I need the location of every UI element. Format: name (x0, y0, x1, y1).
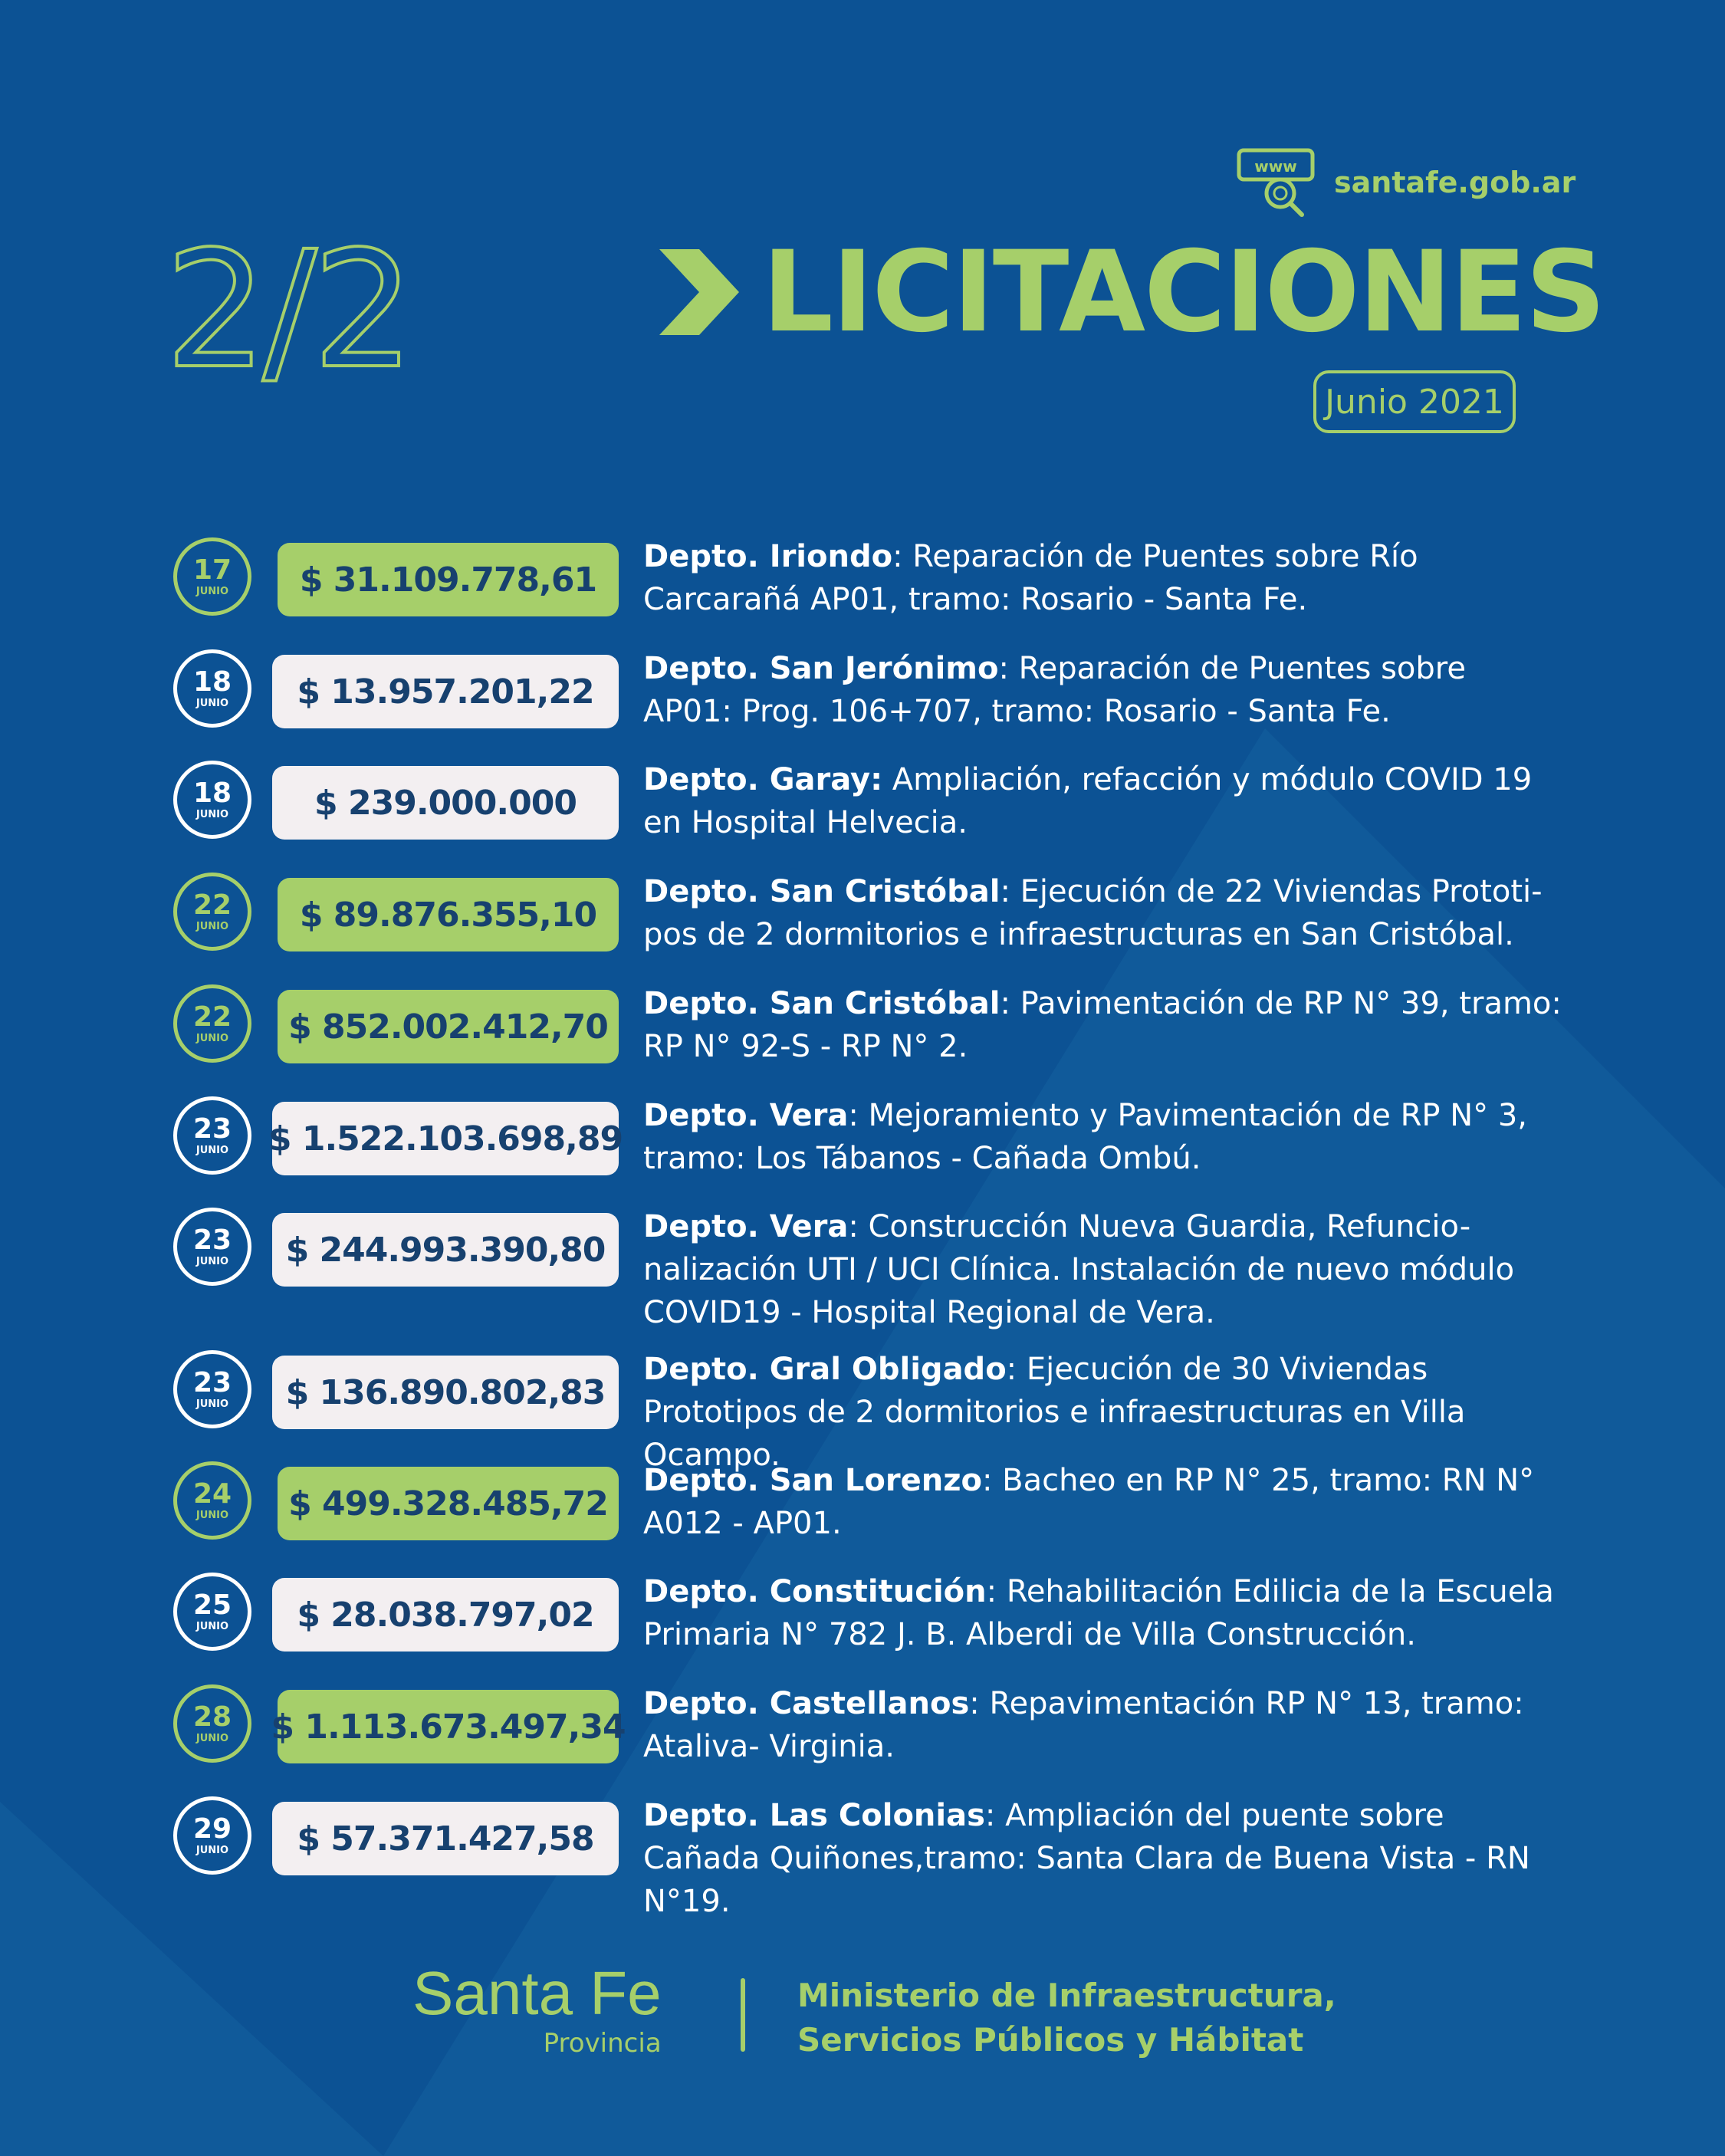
amount-box: $ 57.371.427,58 (272, 1802, 619, 1875)
title-block (659, 227, 1605, 357)
tender-row (0, 532, 1725, 624)
amount-box: $ 31.109.778,61 (278, 543, 619, 616)
department-name: Depto. Castellanos (643, 1686, 970, 1721)
web-search-icon (1236, 147, 1316, 218)
date-day: 28 (192, 1701, 232, 1733)
department-name: Depto. Las Colonias (643, 1798, 985, 1833)
page-title: LICITACIONES (762, 227, 1605, 357)
tender-description (643, 1094, 1563, 1180)
date-day: 29 (192, 1813, 232, 1845)
tender-description (643, 982, 1563, 1068)
amount-box: $ 28.038.797,02 (272, 1578, 619, 1652)
amount-box: $ 136.890.802,83 (272, 1356, 619, 1429)
date-month: JUNIO (196, 921, 229, 932)
amount-box: $ 852.002.412,70 (278, 990, 619, 1063)
description-text: : Reparación de Puentes sobre AP01: Prog. 106+707, tramo: Rosario - Santa Fe. (643, 651, 1466, 729)
department-name: Depto. Gral Obligado (643, 1352, 1007, 1387)
date-day: 23 (192, 1113, 232, 1145)
tender-row (0, 1202, 1725, 1330)
department-name: Depto. Garay: (643, 762, 883, 797)
page-counter: 2/2 (165, 216, 410, 404)
ministry-line-2: Servicios Públicos y Hábitat (797, 2021, 1304, 2059)
date-badge (173, 1350, 251, 1428)
amount-box: $ 239.000.000 (272, 766, 619, 840)
date-day: 24 (192, 1478, 232, 1510)
brand-logo (412, 1959, 662, 2059)
tender-row (0, 1345, 1725, 1473)
site-link[interactable] (1236, 147, 1576, 218)
date-month: JUNIO (196, 1733, 229, 1744)
tender-row (0, 979, 1725, 1071)
tender-row (0, 755, 1725, 847)
department-name: Depto. San Lorenzo (643, 1463, 982, 1498)
date-badge (173, 1796, 251, 1875)
date-month: JUNIO (196, 1398, 229, 1410)
department-name: Depto. San Jerónimo (643, 651, 999, 686)
tender-row (0, 1791, 1725, 1919)
amount-box: $ 1.522.103.698,89 (272, 1102, 619, 1175)
tender-description (643, 870, 1563, 956)
date-day: 17 (192, 554, 232, 586)
date-month: JUNIO (196, 1510, 229, 1521)
description-text: : Construcción Nueva Guardia, Refuncio-nalización UTI / UCI Clínica. Instalación de nuevo módulo COVID19 - Hospital Regional de Vera. (643, 1209, 1515, 1330)
svg-text:www: www (1254, 157, 1297, 176)
amount-box: $ 89.876.355,10 (278, 878, 619, 951)
description-text: : Pavimentación de RP N° 39, tramo: RP N° 92-S - RP N° 2. (643, 986, 1562, 1064)
date-badge (173, 1684, 251, 1763)
date-badge (173, 1573, 251, 1651)
date-badge (173, 649, 251, 728)
description-text: : Ejecución de 22 Viviendas Prototi-pos de 2 dormitorios e infraestructuras en San Cristóbal. (643, 874, 1543, 952)
department-name: Depto. Iriondo (643, 539, 893, 574)
date-day: 18 (192, 777, 232, 809)
tender-row (0, 1679, 1725, 1771)
tender-row (0, 1567, 1725, 1659)
description-text: : Ampliación del puente sobre Cañada Quiñones,tramo: Santa Clara de Buena Vista - RN N°19. (643, 1798, 1530, 1919)
brand-sub: Provincia (543, 2028, 662, 2059)
department-name: Depto. Vera (643, 1098, 849, 1133)
date-day: 22 (192, 1001, 232, 1033)
tender-description (643, 1459, 1563, 1545)
date-badge (173, 1096, 251, 1175)
department-name: Depto. Vera (643, 1209, 849, 1244)
date-badge (173, 1461, 251, 1540)
description-text: : Ejecución de 30 Viviendas Prototipos de 2 dormitorios e infraestructuras en Villa Ocampo. (643, 1352, 1466, 1473)
date-month: JUNIO (196, 698, 229, 709)
tender-description (643, 1205, 1563, 1334)
date-month: JUNIO (196, 1033, 229, 1044)
brand-name: Santa Fe (412, 1959, 662, 2027)
tender-description (643, 1570, 1563, 1656)
tender-row (0, 644, 1725, 736)
tender-row (0, 1456, 1725, 1548)
chevron-right-icon (659, 249, 739, 335)
tender-description (643, 758, 1563, 844)
date-month: JUNIO (196, 809, 229, 820)
period-badge: Junio 2021 (1313, 370, 1516, 433)
amount-box: $ 499.328.485,72 (278, 1467, 619, 1540)
description-text: Ampliación, refacción y módulo COVID 19 en Hospital Helvecia. (643, 762, 1533, 840)
tender-row (0, 1091, 1725, 1183)
description-text: : Repavimentación RP N° 13, tramo: Ataliva- Virginia. (643, 1686, 1524, 1764)
date-day: 23 (192, 1224, 232, 1256)
date-month: JUNIO (196, 586, 229, 597)
tender-description (643, 535, 1563, 621)
tender-description (643, 1682, 1563, 1768)
date-day: 25 (192, 1589, 232, 1621)
tender-description (643, 1794, 1563, 1923)
description-text: : Reparación de Puentes sobre Río Carcarañá AP01, tramo: Rosario - Santa Fe. (643, 539, 1418, 617)
ministry-name (797, 1974, 1336, 2062)
date-badge (173, 984, 251, 1063)
date-day: 23 (192, 1367, 232, 1398)
amount-box: $ 13.957.201,22 (272, 655, 619, 728)
date-badge (173, 873, 251, 951)
amount-box: $ 1.113.673.497,34 (278, 1690, 619, 1763)
ministry-line-1: Ministerio de Infraestructura, (797, 1977, 1336, 2014)
tender-description (643, 647, 1563, 733)
site-url: santafe.gob.ar (1334, 166, 1576, 199)
department-name: Depto. San Cristóbal (643, 874, 1001, 909)
tender-row (0, 867, 1725, 959)
date-month: JUNIO (196, 1145, 229, 1156)
date-month: JUNIO (196, 1256, 229, 1267)
date-badge (173, 761, 251, 839)
department-name: Depto. San Cristóbal (643, 986, 1001, 1021)
date-badge (173, 1208, 251, 1286)
date-month: JUNIO (196, 1845, 229, 1856)
date-day: 18 (192, 666, 232, 698)
date-day: 22 (192, 889, 232, 921)
footer-divider (741, 1978, 745, 2052)
description-text: : Bacheo en RP N° 25, tramo: RN N° A012 - AP01. (643, 1463, 1535, 1541)
amount-box: $ 244.993.390,80 (272, 1213, 619, 1287)
date-month: JUNIO (196, 1621, 229, 1632)
description-text: : Mejoramiento y Pavimentación de RP N° 3, tramo: Los Tábanos - Cañada Ombú. (643, 1098, 1527, 1176)
department-name: Depto. Constitución (643, 1574, 987, 1609)
description-text: : Rehabilitación Edilicia de la Escuela Primaria N° 782 J. B. Alberdi de Villa Construcción. (643, 1574, 1554, 1652)
date-badge (173, 537, 251, 616)
